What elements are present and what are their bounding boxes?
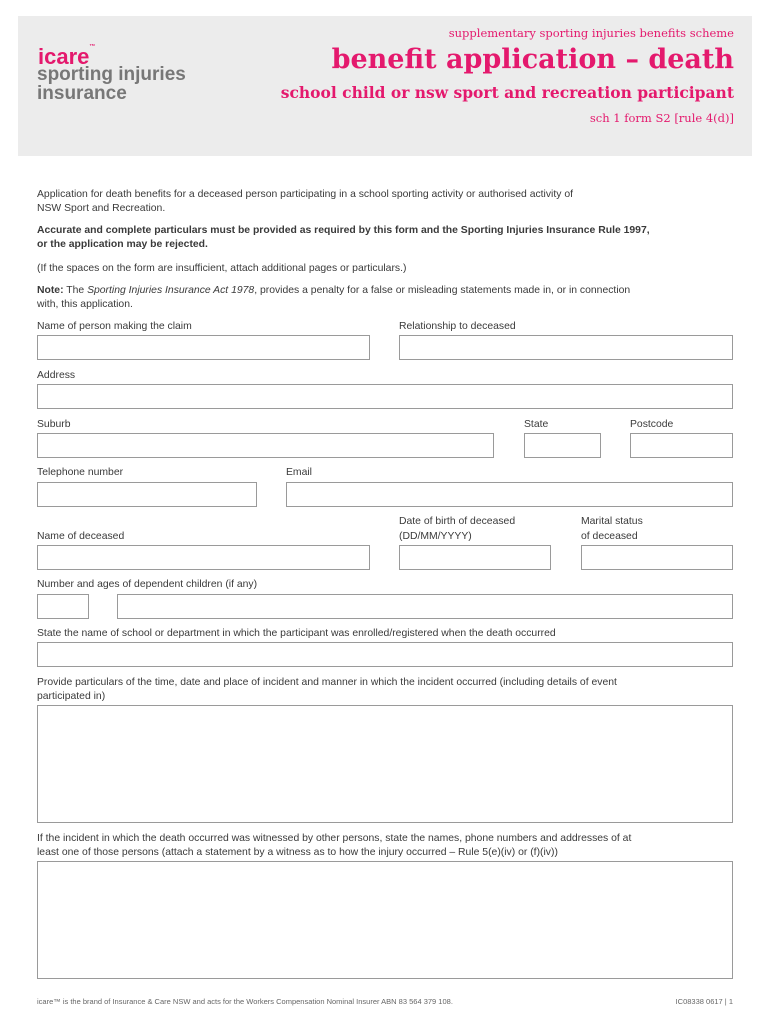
intro-para2-line1: Accurate and complete particulars must be provided as required by this form and the Sporting Injuries Insurance Rule 1997, xyxy=(37,225,650,236)
dependents-ages-field[interactable] xyxy=(117,594,733,619)
email-field[interactable] xyxy=(286,482,733,507)
witness-details-field[interactable] xyxy=(37,861,733,979)
footer-form-code: IC08338 0617 | 1 xyxy=(675,997,733,1006)
deceased-name-label: Name of deceased xyxy=(37,531,125,542)
witness-label-line1: If the incident in which the death occurred was witnessed by other persons, state the names, phone numbers and addresses of at xyxy=(37,833,632,844)
incident-label-line1: Provide particulars of the time, date and place of incident and manner in which the incident occurred (including details of event xyxy=(37,677,617,688)
address-field[interactable] xyxy=(37,384,733,409)
dependents-label: Number and ages of dependent children (if any) xyxy=(37,579,258,590)
logo-line-1: sporting injuries xyxy=(37,64,186,85)
page-title: benefit application – death xyxy=(331,44,734,75)
claimant-name-field[interactable] xyxy=(37,335,370,360)
intro-para3: (If the spaces on the form are insufficient, attach additional pages or particulars.) xyxy=(37,263,407,274)
email-label: Email xyxy=(286,467,312,478)
note-line1: Note: The Sporting Injuries Insurance Act 1978, provides a penalty for a false or misleading statements made in, or in connection xyxy=(37,285,631,296)
deceased-name-field[interactable] xyxy=(37,545,370,570)
postcode-field[interactable] xyxy=(630,433,733,458)
intro-para1-line2: NSW Sport and Recreation. xyxy=(37,203,166,214)
header-band xyxy=(18,16,752,156)
postcode-label: Postcode xyxy=(630,419,674,430)
state-field[interactable] xyxy=(524,433,601,458)
intro-para2-line2: or the application may be rejected. xyxy=(37,239,208,250)
logo-line-2: insurance xyxy=(37,83,127,104)
suburb-field[interactable] xyxy=(37,433,494,458)
intro-para1-line1: Application for death benefits for a deceased person participating in a school sporting activity or authorised activity of xyxy=(37,189,574,200)
form-reference: sch 1 form S2 [rule 4(d)] xyxy=(589,111,734,125)
dob-label-line2: (DD/MM/YYYY) xyxy=(399,531,472,542)
icare-logo: icare™ xyxy=(38,44,96,69)
state-label: State xyxy=(524,419,549,430)
address-label: Address xyxy=(37,370,76,381)
marital-label-line2: of deceased xyxy=(581,531,638,542)
note-line2: with, this application. xyxy=(37,299,133,310)
footer-brand-text: icare™ is the brand of Insurance & Care NSW and acts for the Workers Compensation Nominal Insurer ABN 83 564 379 108. xyxy=(37,997,453,1006)
claimant-name-label: Name of person making the claim xyxy=(37,321,192,332)
page-subtitle: school child or nsw sport and recreation participant xyxy=(280,83,734,102)
witness-label-line2: least one of those persons (attach a statement by a witness as to how the injury occurred – Rule 5(e)(iv) or (f)(iv)) xyxy=(37,847,558,858)
dob-field[interactable] xyxy=(399,545,551,570)
suburb-label: Suburb xyxy=(37,419,71,430)
telephone-field[interactable] xyxy=(37,482,257,507)
dob-label-line1: Date of birth of deceased xyxy=(399,516,516,527)
school-label: State the name of school or department in which the participant was enrolled/registered when the death occurred xyxy=(37,628,556,639)
marital-status-field[interactable] xyxy=(581,545,733,570)
relationship-label: Relationship to deceased xyxy=(399,321,516,332)
dependents-count-field[interactable] xyxy=(37,594,89,619)
incident-label-line2: participated in) xyxy=(37,691,106,702)
relationship-field[interactable] xyxy=(399,335,733,360)
scheme-name: supplementary sporting injuries benefits scheme xyxy=(448,26,734,40)
telephone-label: Telephone number xyxy=(37,467,124,478)
incident-details-field[interactable] xyxy=(37,705,733,823)
school-field[interactable] xyxy=(37,642,733,667)
marital-label-line1: Marital status xyxy=(581,516,643,527)
